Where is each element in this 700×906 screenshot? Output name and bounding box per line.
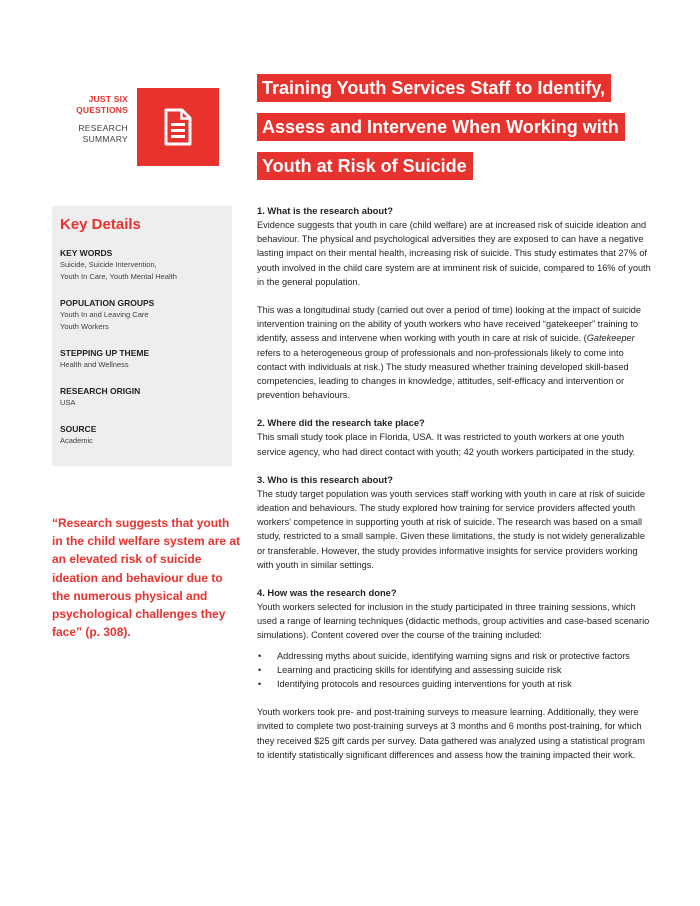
main-content	[257, 204, 652, 762]
series-label-line-4: SUMMARY	[82, 134, 128, 144]
gatekeeper-term: Gatekeeper	[586, 333, 635, 344]
population-line-2: Youth Workers	[60, 322, 109, 331]
theme-line-1: Health and Wellness	[60, 360, 129, 369]
training-content-list	[257, 649, 652, 692]
question-3-paragraph-1: The study target population was youth services staff working with youth in care at risk of suicide ideation and behaviours. The study explored how training for service providers affected youth workers’ competence in supporting youth at risk of suicide. The research was based on a small study, restricted to a small sample. Given these limitations, the study is not widely generalizable or transferable. However, the study provides informative insights for service providers working with youth in similar settings.	[257, 488, 645, 570]
logo	[137, 88, 219, 166]
series-label-line-1: JUST SIX	[88, 94, 128, 104]
population-section	[60, 298, 230, 333]
question-2-heading: 2. Where did the research take place?	[257, 417, 425, 429]
population-heading: POPULATION GROUPS	[60, 298, 155, 308]
population-line-1: Youth In and Leaving Care	[60, 310, 149, 319]
source-line-1: Academic	[60, 436, 93, 445]
question-4-paragraph-2: Youth workers took pre- and post-training surveys to measure learning. Additionally, they were invited to complete two post-training surveys at 3 months and 6 months post-training, for which they received $25 gift cards per survey. Data gathered was analyzed using a statistical program to identify statistically significant differences and assess how the training impacted their work.	[257, 707, 645, 760]
title-line-3: Youth at Risk of Suicide	[257, 152, 473, 180]
key-details-heading: Key Details	[60, 216, 141, 233]
page-title	[257, 74, 677, 191]
origin-heading: RESEARCH ORIGIN	[60, 386, 141, 396]
key-details-panel	[52, 206, 232, 466]
title-line-2: Assess and Intervene When Working with	[257, 113, 625, 141]
question-1-heading: 1. What is the research about?	[257, 205, 393, 216]
theme-section	[60, 348, 230, 371]
question-4-heading: 4. How was the research done?	[257, 587, 397, 599]
keywords-line-2: Youth In Care, Youth Mental Health	[60, 272, 177, 281]
pull-quote: “Research suggests that youth in the child welfare system are at an elevated risk of suicide ideation and behaviour due to the numerous physical and psychological challenges they face” (p. 308).	[52, 516, 241, 640]
origin-section	[60, 386, 230, 409]
question-2-paragraph-1: This small study took place in Florida, USA. It was restricted to youth workers at one youth service agency, who had direct contact with youth; 42 youth workers participated in the study.	[257, 432, 636, 457]
source-heading: SOURCE	[60, 424, 97, 434]
origin-line-1: USA	[60, 398, 76, 407]
theme-heading: STEPPING UP THEME	[60, 348, 150, 358]
series-label-line-2: QUESTIONS	[76, 105, 128, 115]
keywords-line-1: Suicide, Suicide Intervention,	[60, 260, 157, 269]
title-line-1: Training Youth Services Staff to Identify,	[257, 74, 611, 102]
question-1-paragraph-1: Evidence suggests that youth in care (child welfare) are at increased risk of suicide ideation and behaviour. The physical and psychological adversities they are exposed to can have a negative lasting impact on their mental health, increasing risk of suicide. This study estimates that 27% of youth involved in the child care system are at imminent risk of suicide, compared to 16% of youth in the general population.	[257, 220, 651, 287]
paragraph-text: refers to a heterogeneous group of professionals and non-professionals likely to come into contact with individuals at risk.) The study measured whether training developed skill-based competencies, leading to changes in knowledge, attitudes, self-efficacy and intervention or prevention behaviours.	[257, 347, 629, 401]
list-item: • Addressing myths about suicide, identifying warning signs and risk or protective factors	[257, 649, 652, 663]
list-item: • Identifying protocols and resources guiding interventions for youth at risk	[257, 677, 652, 691]
keywords-section	[60, 248, 230, 283]
series-label	[56, 94, 128, 145]
keywords-heading: KEY WORDS	[60, 248, 113, 258]
paragraph-text: This was a longitudinal study (carried out over a period of time) looking at the impact of suicide intervention training on the ability of youth workers who have received “gatekeeper” training to identify, assess and intervene when working with youth in care at risk of suicide. (	[257, 305, 642, 344]
question-4-paragraph-1: Youth workers selected for inclusion in the study participated in three training sessions, which used a range of learning techniques (didactic methods, group activities and case-based scenario simulations). Content covered over the course of the training included:	[257, 602, 650, 641]
list-item: • Learning and practicing skills for identifying and assessing suicide risk	[257, 663, 652, 677]
source-section	[60, 424, 230, 447]
question-1-paragraph-2	[257, 303, 652, 402]
series-label-line-3: RESEARCH	[78, 123, 128, 133]
document-icon	[163, 108, 193, 146]
question-3-heading: 3. Who is this research about?	[257, 473, 393, 485]
